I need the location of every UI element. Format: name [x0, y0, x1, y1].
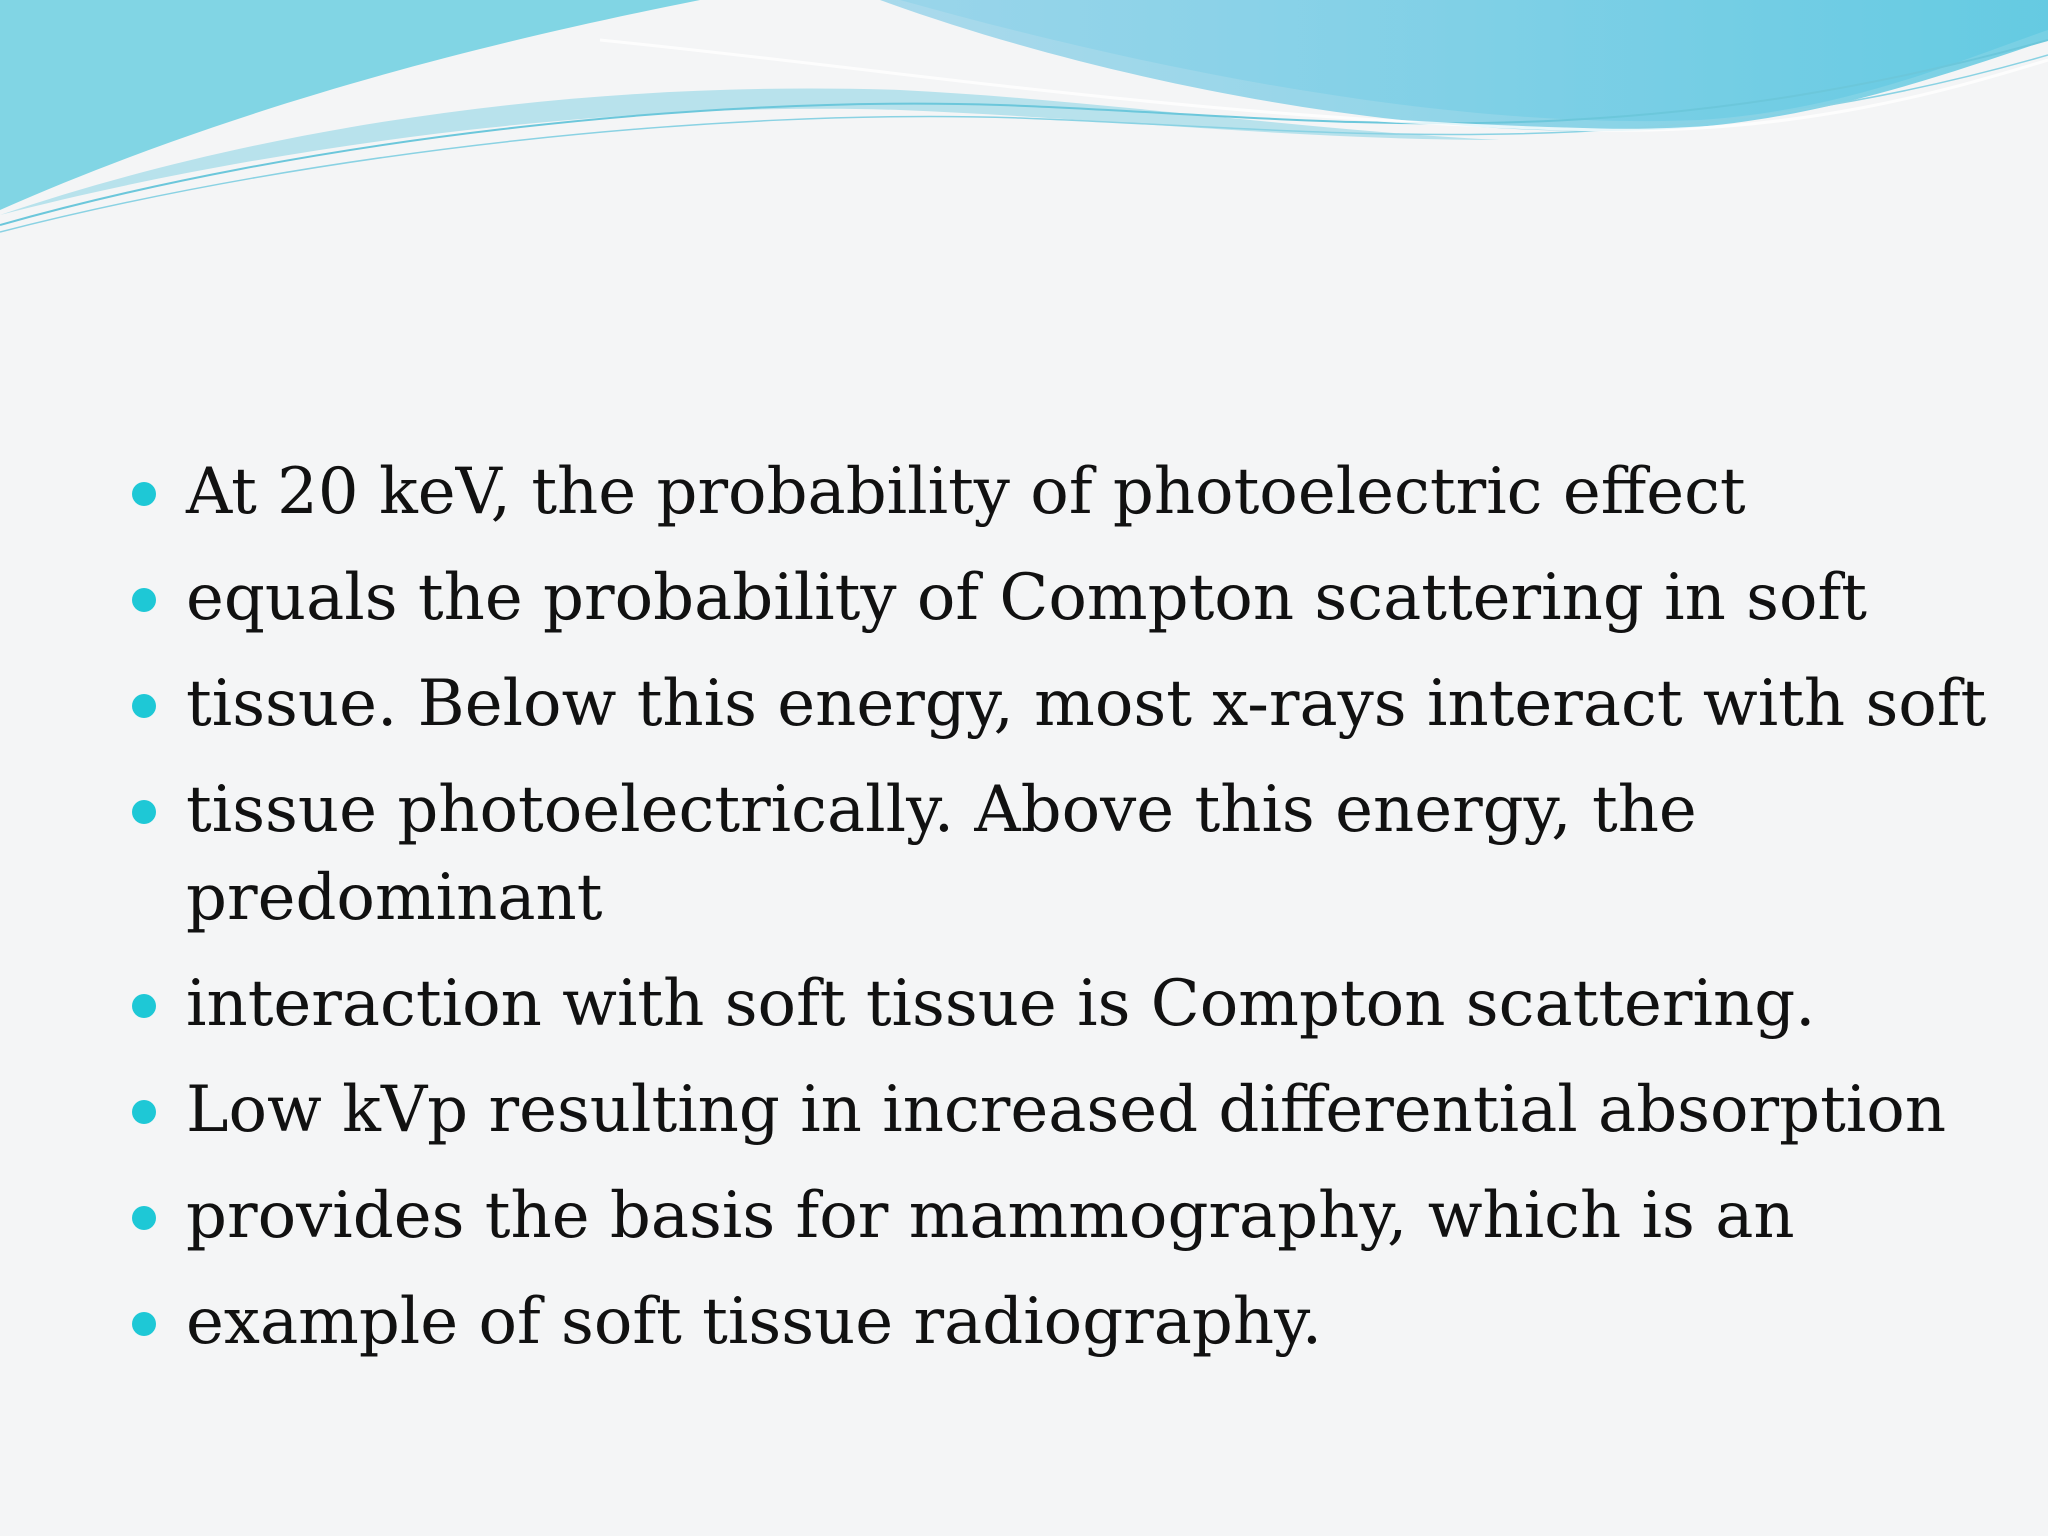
bullet-item: [128, 960, 1988, 1048]
bullet-dot-icon: [132, 1100, 156, 1124]
bullet-item: [128, 448, 1988, 536]
bullet-dot-icon: [132, 482, 156, 506]
bullet-item: [128, 554, 1988, 642]
bullet-dot-icon: [132, 694, 156, 718]
bullet-text: tissue. Below this energy, most x-rays interact with soft: [186, 667, 1987, 741]
bullet-dot-icon: [132, 1206, 156, 1230]
bullet-dot-icon: [132, 800, 156, 824]
bullet-text: interaction with soft tissue is Compton scattering.: [186, 967, 1816, 1041]
bullet-text: example of soft tissue radiography.: [186, 1285, 1323, 1359]
content-area: [128, 448, 1988, 1384]
bullet-list: [128, 448, 1988, 1366]
bullet-dot-icon: [132, 588, 156, 612]
bullet-item: [128, 1172, 1988, 1260]
bullet-dot-icon: [132, 1312, 156, 1336]
bullet-item: [128, 1066, 1988, 1154]
bullet-item: [128, 660, 1988, 748]
bullet-item: [128, 1278, 1988, 1366]
bullet-text: Low kVp resulting in increased differential absorption: [186, 1073, 1947, 1147]
bullet-text: equals the probability of Compton scattering in soft: [186, 561, 1867, 635]
bullet-text: tissue photoelectrically. Above this energy, the predominant: [186, 773, 1697, 935]
bullet-text: provides the basis for mammography, which is an: [186, 1179, 1795, 1253]
bullet-dot-icon: [132, 994, 156, 1018]
bullet-item: [128, 766, 1988, 942]
bullet-text: At 20 keV, the probability of photoelectric effect: [186, 455, 1746, 529]
header-wave-decoration: [0, 0, 2048, 240]
